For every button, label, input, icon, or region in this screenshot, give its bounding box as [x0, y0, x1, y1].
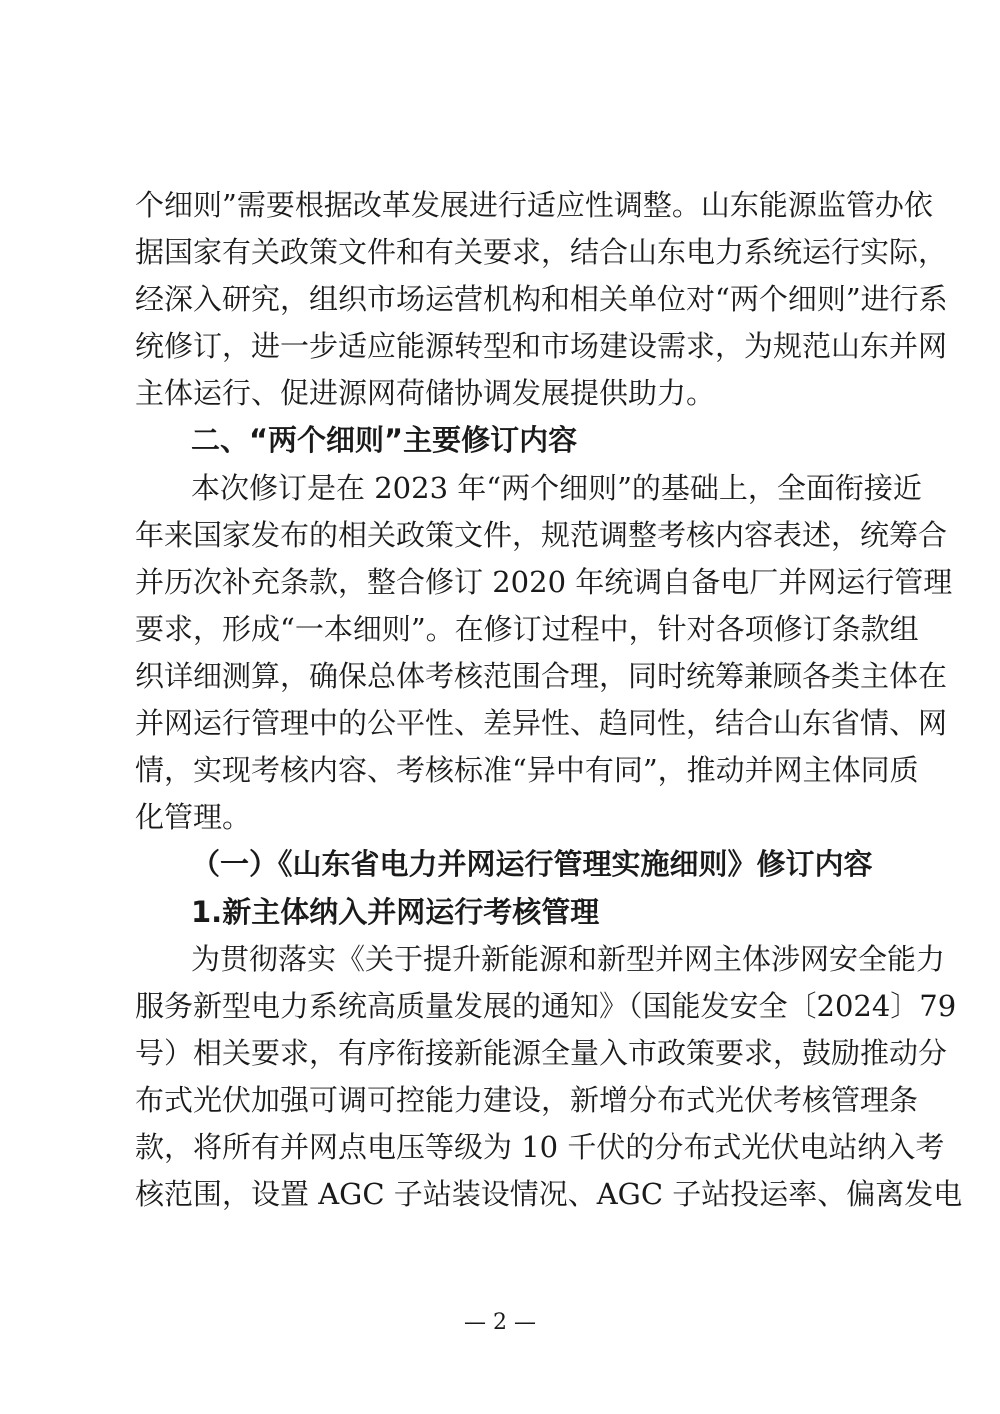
paragraph-line: 号）相关要求，有序衔接新能源全量入市政策要求，鼓励推动分 [135, 1036, 948, 1070]
paragraph-line: 据国家有关政策文件和有关要求，结合山东电力系统运行实际， [135, 235, 948, 269]
paragraph-line: 情，实现考核内容、考核标准“异中有同”，推动并网主体同质 [135, 753, 919, 787]
paragraph-line: 核范围，设置 AGC 子站装设情况、AGC 子站投运率、偏离发电 [135, 1177, 963, 1211]
paragraph-line: 款，将所有并网点电压等级为 10 千伏的分布式光伏电站纳入考 [135, 1130, 945, 1164]
paragraph-line: 服务新型电力系统高质量发展的通知》（国能发安全〔2024〕79 [135, 989, 957, 1023]
paragraph-line: 统修订，进一步适应能源转型和市场建设需求，为规范山东并网 [135, 329, 948, 363]
paragraph-line: 化管理。 [135, 800, 252, 834]
paragraph-line: 个细则”需要根据改革发展进行适应性调整。山东能源监管办依 [135, 188, 933, 222]
paragraph-line: 本次修订是在 2023 年“两个细则”的基础上，全面衔接近 [191, 471, 922, 505]
section-heading: 二、“两个细则”主要修订内容 [191, 423, 578, 457]
paragraph-line: 织详细测算，确保总体考核范围合理，同时统筹兼顾各类主体在 [135, 659, 948, 693]
paragraph-line: 要求，形成“一本细则”。在修订过程中，针对各项修订条款组 [135, 612, 919, 646]
paragraph-line: 年来国家发布的相关政策文件，规范调整考核内容表述，统筹合 [135, 518, 948, 552]
paragraph-line: 经深入研究，组织市场运营机构和相关单位对“两个细则”进行系 [135, 282, 948, 316]
subsection-heading: （一）《山东省电力并网运行管理实施细则》修订内容 [191, 847, 873, 881]
paragraph-line: 布式光伏加强可调可控能力建设，新增分布式光伏考核管理条 [135, 1083, 919, 1117]
item-heading: 1.新主体纳入并网运行考核管理 [191, 895, 600, 929]
paragraph-line: 并历次补充条款，整合修订 2020 年统调自备电厂并网运行管理 [135, 565, 953, 599]
paragraph-line: 为贯彻落实《关于提升新能源和新型并网主体涉网安全能力 [191, 942, 946, 976]
page-number: — 2 — [464, 1310, 536, 1335]
paragraph-line: 主体运行、促进源网荷储协调发展提供助力。 [135, 376, 716, 410]
paragraph-line: 并网运行管理中的公平性、差异性、趋同性，结合山东省情、网 [135, 706, 948, 740]
